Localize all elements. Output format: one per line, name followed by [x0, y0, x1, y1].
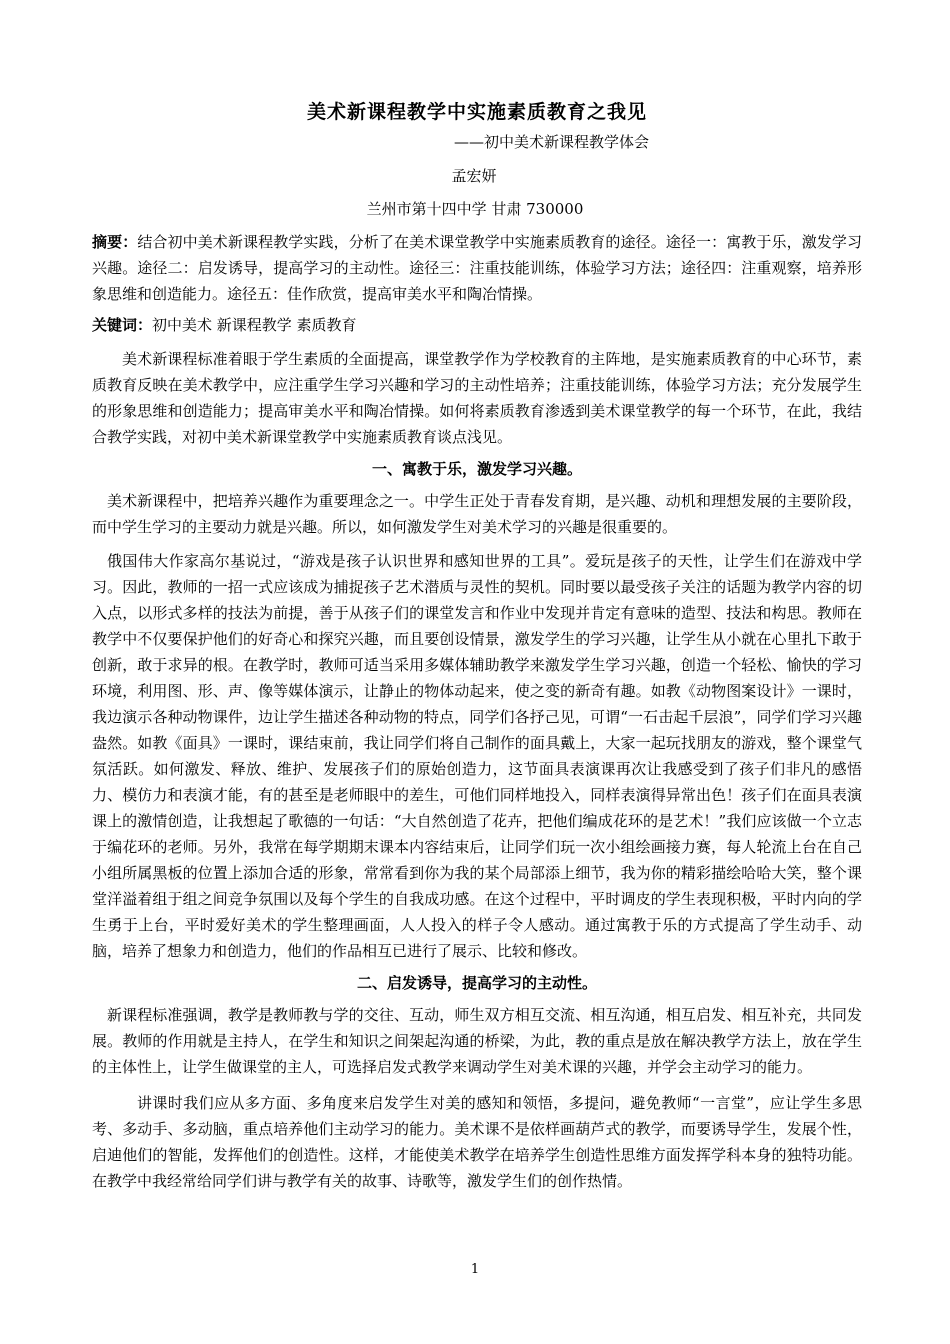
author-affiliation: 兰州市第十四中学 甘肃 730000 [366, 200, 584, 218]
author-name: 孟宏妍 [451, 167, 497, 185]
section-2-paragraph-2: 讲课时我们应从多方面、多角度来启发学生对美的感知和领悟，多提问，避免教师“一言堂”，应让学生多思考、多动手、多动脑，重点培养他们主动学习的能力。美术课不是依样画葫芦式的教学，而要诱导学生，发展个性，启迪他们的智能，发挥他们的创造性。这样，才能使美术教学在培养学生创造性思维方面发挥学科本身的独特功能。在教学中我经常给同学们讲与教学有关的故事、诗歌等，激发学生们的创作热情。 [92, 1094, 862, 1190]
document-title: 美术新课程教学中实施素质教育之我见 [306, 101, 647, 123]
section-2-paragraph-1: 新课程标准强调，教学是教师教与学的交往、互动，师生双方相互交流、相互沟通，相互启发、相互补充，共同发展。教师的作用就是主持人，在学生和知识之间架起沟通的桥梁，为此，教的重点是放在解决教学方法上，放在学生的主体性上，让学生做课堂的主人，可选择启发式教学来调动学生对美术课的兴趣，并学会主动学习的能力。 [92, 1006, 862, 1076]
section-1-paragraph-2: 俄国伟大作家高尔基说过，“游戏是孩子认识世界和感知世界的工具”。爱玩是孩子的天性，让学生们在游戏中学习。因此，教师的一招一式应该成为捕捉孩子艺术潜质与灵性的契机。同时要以最受孩子关注的话题为教学内容的切入点，以形式多样的技法为前提，善于从孩子们的课堂发言和作业中发现并肯定有意味的造型、技法和构思。教师在教学中不仅要保护他们的好奇心和探究兴趣，而且要创设情景，激发学生的学习兴趣，让学生从小就在心里扎下敢于创新，敢于求异的根。在教学时，教师可适当采用多媒体辅助教学来激发学生学习兴趣，创造一个轻松、愉快的学习环境，利用图、形、声、像等媒体演示，让静止的物体动起来，使之变的新奇有趣。如教《动物图案设计》一课时，我边演示各种动物课件，边让学生描述各种动物的特点，同学们各抒己见，可谓“一石击起千层浪”，同学们学习兴趣盎然。如教《面具》一课时，课结束前，我让同学们将自己制作的面具戴上，大家一起玩找朋友的游戏，整个课堂气氛活跃。如何激发、释放、维护、发展孩子们的原始创造力，这节面具表演课再次让我感受到了孩子们非凡的感悟力、模仿力和表演才能，有的甚至是老师眼中的差生，可他们同样地投入，同样表演得异常出色！孩子们在面具表演课上的激情创造，让我想起了歌德的一句话：“大自然创造了花卉，把他们编成花环的是艺术！”我们应该做一个立志于编花环的老师。另外，我常在每学期期末课本内容结束后，让同学们玩一次小组绘画接力赛，每人轮流上台在自己小组所属黑板的位置上添加合适的形象，常常看到你为我的某个局部添上细节，我为你的精彩描绘哈哈大笑，整个课堂洋溢着组于组之间竞争氛围以及每个学生的自我成功感。在这个过程中，平时调皮的学生表现积极，平时内向的学生勇于上台，平时爱好美术的学生整理画面，人人投入的样子令人感动。通过寓教于乐的方式提高了学生动手、动脑，培养了想象力和创造力，他们的作品相互已进行了展示、比较和修改。 [92, 552, 862, 960]
section-2-heading: 二、启发诱导，提高学习的主动性。 [356, 974, 597, 992]
keywords [92, 312, 862, 338]
abstract [92, 229, 862, 307]
abstract-text: 结合初中美术新课程教学实践，分析了在美术课堂教学中实施素质教育的途径。途径一：寓教于乐，激发学习兴趣。途径二：启发诱导，提高学习的主动性。途径三：注重技能训练，体验学习方法；途径四：注重观察，培养形象思维和创造能力。途径五：佳作欣赏，提高审美水平和陶冶情操。 [92, 233, 862, 303]
document-subtitle: ——初中美术新课程教学体会 [454, 133, 650, 151]
page-number: 1 [470, 1262, 480, 1277]
document-page [92, 98, 862, 1194]
intro-paragraph: 美术新课程标准着眼于学生素质的全面提高，课堂教学作为学校教育的主阵地，是实施素质教育的中心环节，素质教育反映在美术教学中，应注重学生学习兴趣和学习的主动性培养；注重技能训练，体验学习方法；充分发展学生的形象思维和创造能力；提高审美水平和陶冶情操。如何将素质教育渗透到美术课堂教学的每一个环节，在此，我结合教学实践，对初中美术新课堂教学中实施素质教育谈点浅见。 [92, 350, 862, 446]
section-1-heading: 一、寓教于乐，激发学习兴趣。 [371, 460, 582, 478]
abstract-label: 摘要： [92, 233, 138, 251]
section-1-paragraph-1: 美术新课程中，把培养兴趣作为重要理念之一。中学生正处于青春发育期，是兴趣、动机和理想发展的主要阶段，而中学生学习的主要动力就是兴趣。所以，如何激发学生对美术学习的兴趣是很重要的。 [92, 492, 862, 536]
keywords-label: 关键词： [92, 316, 153, 334]
keywords-text: 初中美术 新课程教学 素质教育 [152, 316, 357, 334]
